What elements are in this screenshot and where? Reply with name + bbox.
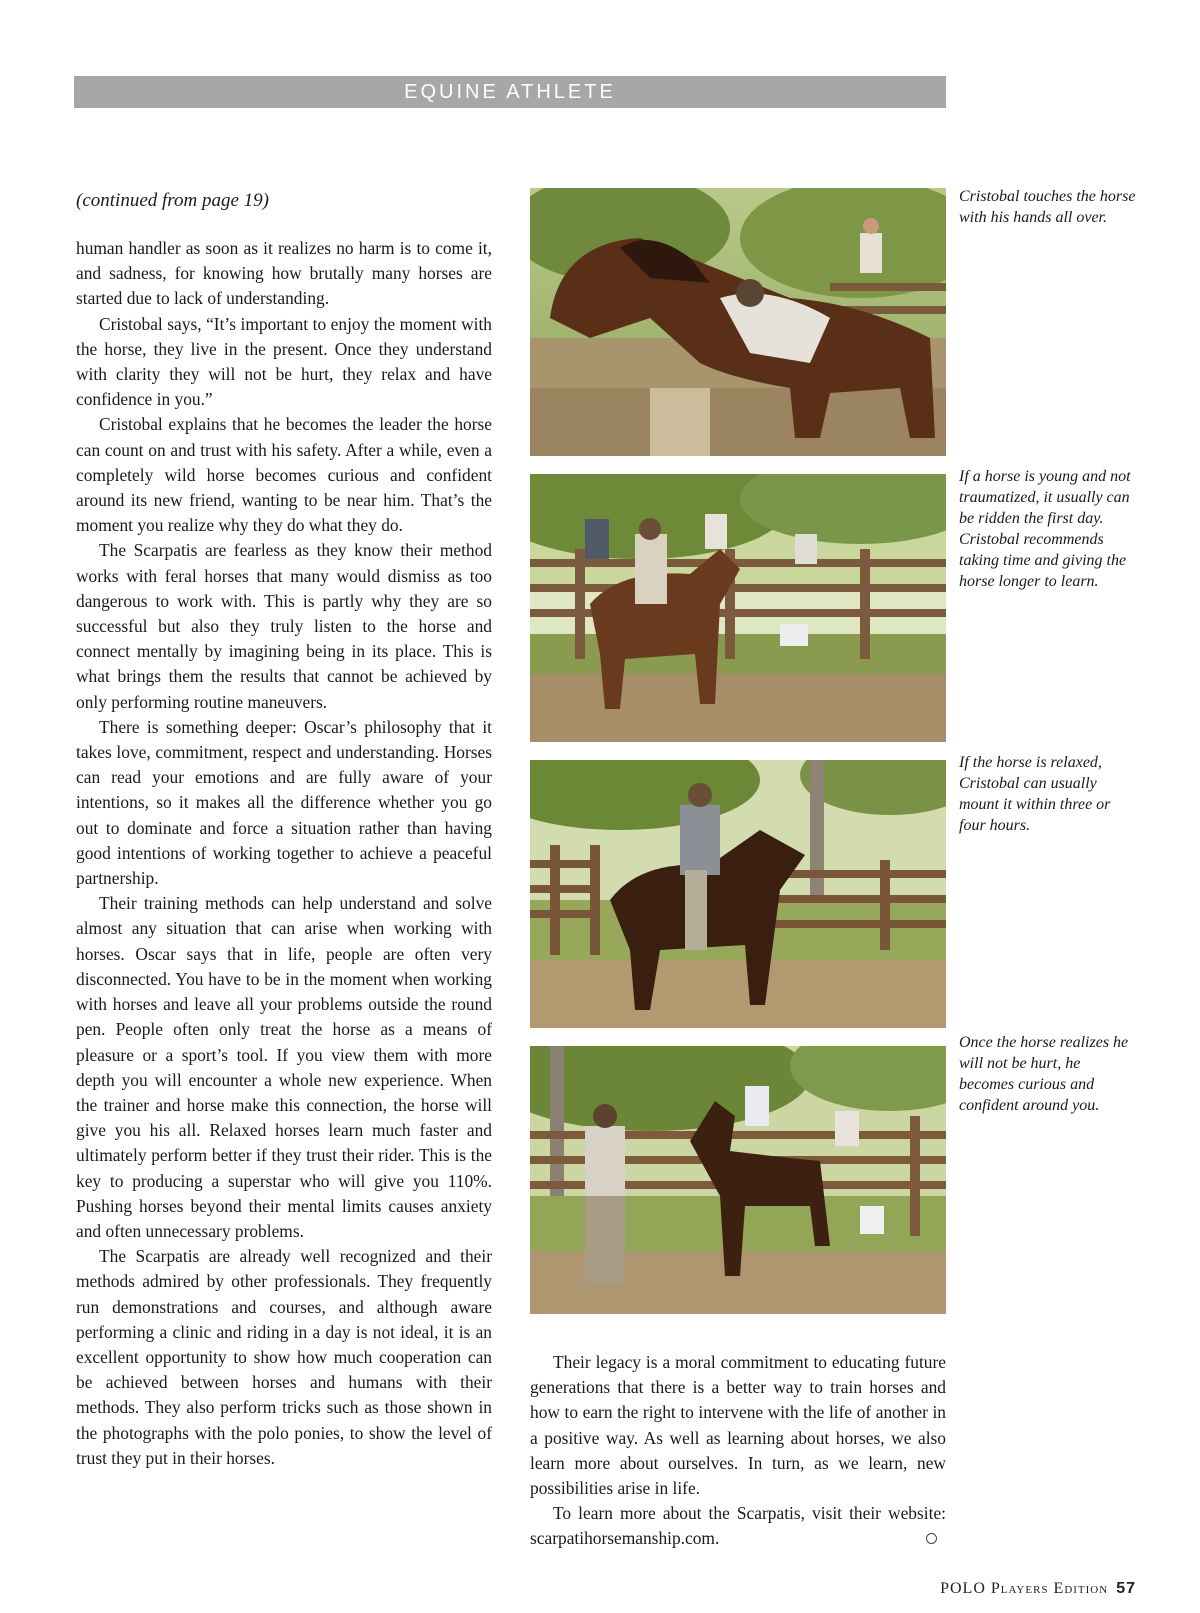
page-footer (940, 1580, 1136, 1598)
paragraph: Their training methods can help understand and solve almost any situation that can arise when working with horses. Oscar says that in life, people are often very disconnected. You have to be in the moment when working with horses and leave all your problems outside the round pen. People often only treat the horse as a means of pleasure or a sport’s tool. If you view them with more depth you will encounter a whole new experience. When the trainer and horse make this connection, the horse will give you his all. Relaxed horses learn much faster and ultimately perform better if they trust their rider. This is the key to producing a superstar who will give you 110%. Pushing horses beyond their mental limits causes anxiety and often unnecessary problems. (76, 893, 492, 1241)
section-title: EQUINE ATHLETE (404, 81, 616, 103)
article-body (76, 236, 492, 1471)
photo-caption: Once the horse realizes he will not be hurt, he becomes curious and confident around you. (959, 1034, 1129, 1114)
paragraph: human handler as soon as it realizes no harm is to come it, and sadness, for knowing how brutally many horses are started due to lack of understanding. (76, 238, 492, 309)
photo-caption: Cristobal touches the horse with his hands all over. (959, 188, 1136, 226)
paragraph: The Scarpatis are already well recognized and their methods admired by other professionals. They frequently run demonstrations and courses, and although aware performing a clinic and riding in a day is not ideal, it is an excellent opportunity to show how much cooperation can be achieved between horses and humans with their methods. They also perform tricks such as those shown in the photographs with the polo ponies, to show the level of trust they put in their horses. (76, 1246, 492, 1468)
end-of-article-icon (926, 1533, 937, 1544)
photo-caption: If the horse is relaxed, Cristobal can usually mount it within three or four hours. (959, 754, 1111, 834)
photo-caption: If a horse is young and not traumatized, it usually can be ridden the first day. Cristobal recommends taking time and giving the horse longer to learn. (959, 468, 1131, 590)
photo-mounted (530, 760, 946, 1028)
paragraph: Cristobal says, “It’s important to enjoy the moment with the horse, they live in the present. Once they understand with clarity they will not be hurt, they relax and have confidence in you.” (76, 313, 492, 410)
paragraph: Their legacy is a moral commitment to educating future generations that there is a better way to train horses and how to earn the right to intervene with the life of another in a positive way. As well as learning about horses, we also learn more about ourselves. In turn, as we learn, new possibilities arise in life. (530, 1352, 946, 1499)
paragraph: Cristobal explains that he becomes the leader the horse can count on and trust with his safety. After a while, even a completely wild horse becomes curious and confident around its new friend, wanting to be near him. That’s the moment you realize why they do what they do. (76, 414, 492, 536)
continued-note: (continued from page 19) (76, 190, 269, 211)
page-number: 57 (1116, 1580, 1136, 1597)
photo-young-horse (530, 474, 946, 742)
publication-name: POLO Players Edition (940, 1580, 1109, 1597)
paragraph: To learn more about the Scarpatis, visit their website: scarpatihorsemanship.com. (530, 1503, 946, 1549)
photo-touching-horse (530, 188, 946, 456)
paragraph: The Scarpatis are fearless as they know their method works with feral horses that many would dismiss as too dangerous to work with. This is partly why they are so successful but also they truly listen to the horse and connect mentally by imagining being in its place. This is what brings them the results that cannot be achieved by only performing routine maneuvers. (76, 540, 492, 712)
paragraph: There is something deeper: Oscar’s philosophy that it takes love, commitment, respect and understanding. Horses can read your emotions and are fully aware of your intentions, so it makes all the difference whether you go out to dominate and force a situation rather than having good intentions of working together to achieve a peaceful partnership. (76, 716, 492, 889)
photo-curious-horse (530, 1046, 946, 1314)
section-banner (74, 76, 946, 108)
right-column-text (530, 1350, 946, 1552)
left-column (76, 188, 492, 1471)
